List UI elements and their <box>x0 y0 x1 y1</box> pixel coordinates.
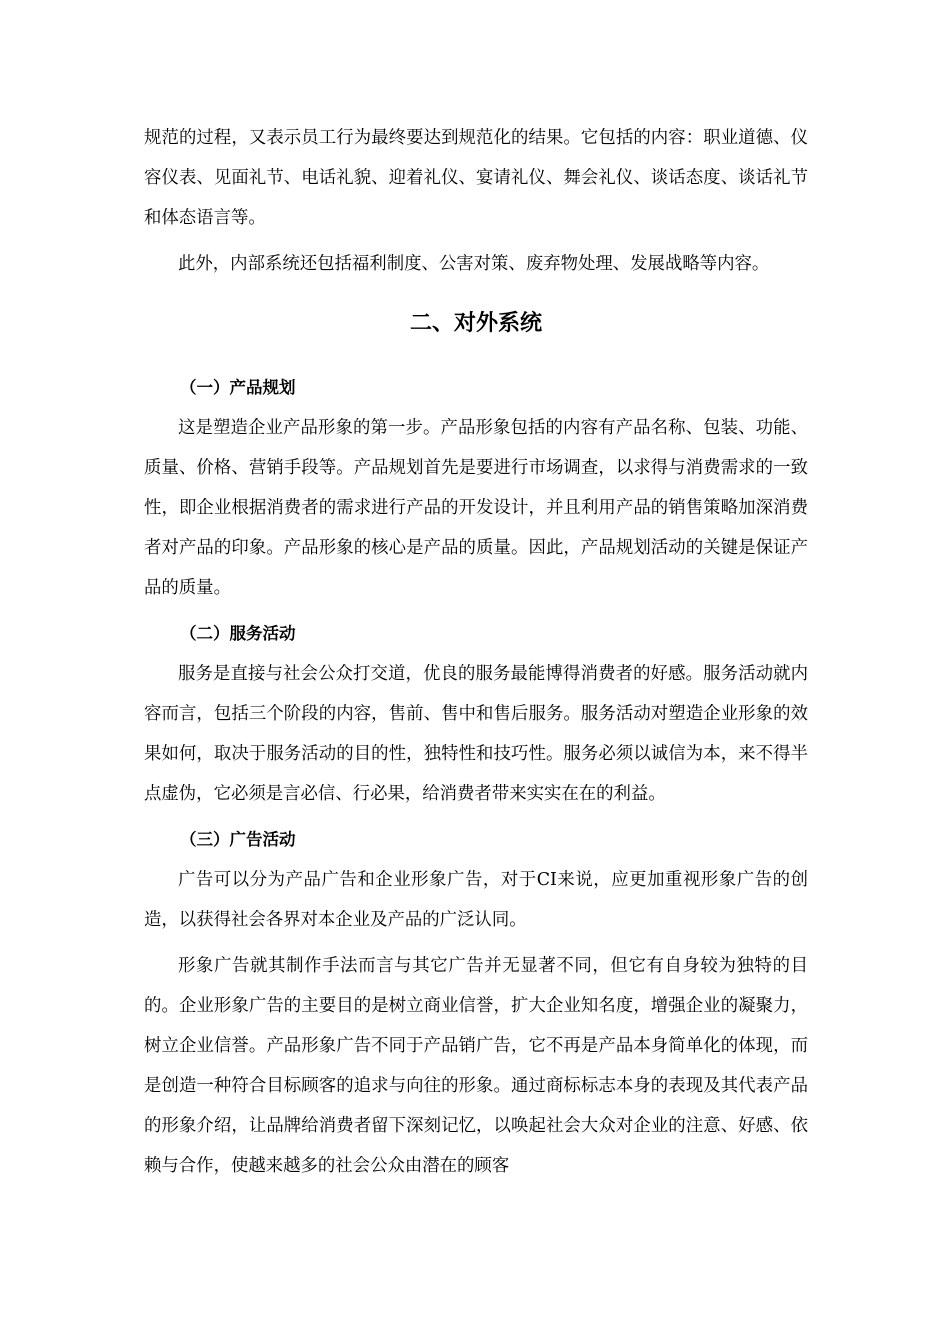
paragraph-product-planning: 这是塑造企业产品形象的第一步。产品形象包括的内容有产品名称、包装、功能、质量、价格、营销手段等。产品规划首先是要进行市场调查，以求得与消费需求的一致性，即企业根据消费者的需求进行产品的开发设计，并且利用产品的销售策略加深消费者对产品的印象。产品形象的核心是产品的质量。因此，产品规划活动的关键是保证产品的质量。 <box>144 418 808 598</box>
subsection-heading-product-planning: （一）产品规划 <box>180 378 296 397</box>
subsection-heading-service-activity: （二）服务活动 <box>180 624 296 643</box>
paragraph-internal-system-summary: 此外，内部系统还包括福利制度、公害对策、废弃物处理、发展战略等内容。 <box>178 254 770 274</box>
paragraph-advertising-types: 广告可以分为产品广告和企业形象广告，对于CI来说，应更加重视形象广告的创造，以获得社会各界对本企业及产品的广泛认同。 <box>144 870 808 930</box>
page-content <box>144 118 808 1186</box>
section-title: 二、对外系统 <box>409 311 542 336</box>
paragraph-service-activity: 服务是直接与社会公众打交道，优良的服务最能博得消费者的好感。服务活动就内容而言，包括三个阶段的内容，售前、售中和售后服务。服务活动对塑造企业形象的效果如何，取决于服务活动的目的性，独特性和技巧性。服务必须以诚信为本，来不得半点虚伪，它必须是言必信、行必果，给消费者带来实实在在的利益。 <box>144 664 808 804</box>
paragraph-image-advertising: 形象广告就其制作手法而言与其它广告并无显著不同，但它有自身较为独特的目的。企业形象广告的主要目的是树立商业信誉，扩大企业知名度，增强企业的凝聚力，树立企业信誉。产品形象广告不同于产品销广告，它不再是产品本身简单化的体现，而是创造一种符合目标顾客的追求与向往的形象。通过商标标志本身的表现及其代表产品的形象介绍，让品牌给消费者留下深刻记忆，以唤起社会大众对企业的注意、好感、依赖与合作，使越来越多的社会公众由潜在的顾客 <box>144 956 808 1176</box>
paragraph-continuation: 规范的过程，又表示员工行为最终要达到规范化的结果。它包括的内容：职业道德、仪容仪表、见面礼节、电话礼貌、迎着礼仪、宴请礼仪、舞会礼仪、谈话态度、谈话礼节和体态语言等。 <box>144 128 808 228</box>
subsection-heading-advertising-activity: （三）广告活动 <box>180 830 296 849</box>
